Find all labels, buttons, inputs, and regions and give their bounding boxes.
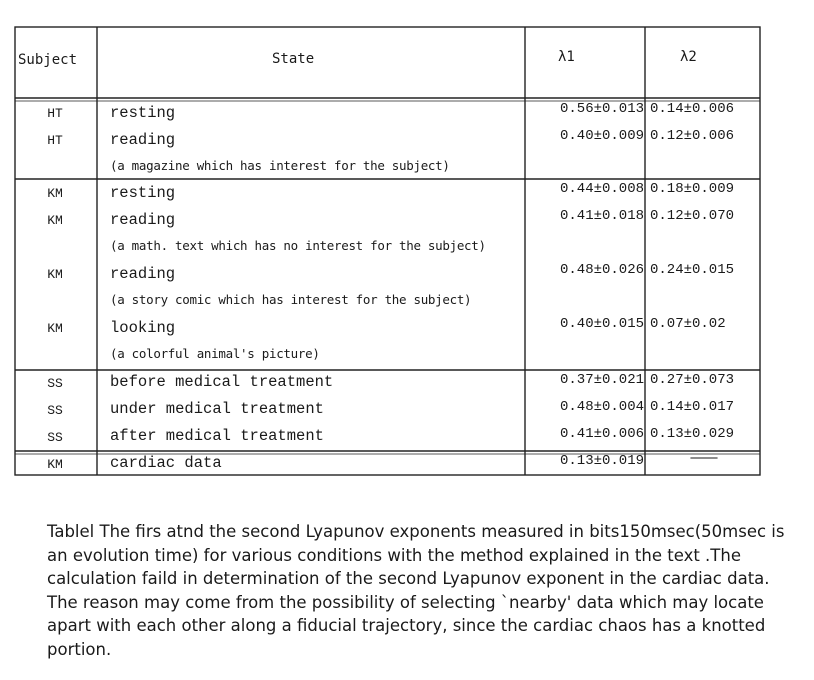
row-2-note: (a magazine which has interest for the subject) (110, 158, 450, 173)
lyapunov-table (14, 26, 761, 476)
header-state: State (272, 51, 315, 67)
row-6-state: looking (110, 319, 176, 337)
row-9-lambda2: 0.13±0.029 (650, 426, 735, 442)
row-2-subject: HT (47, 133, 63, 148)
row-1-lambda1: 0.56±0.013 (559, 101, 644, 117)
row-6-note: (a colorful animal's picture) (110, 346, 320, 361)
row-8-state: under medical treatment (110, 400, 324, 418)
row-7-lambda2: 0.27±0.073 (650, 372, 735, 388)
row-2-lambda2: 0.12±0.006 (650, 128, 735, 144)
row-9-state: after medical treatment (110, 427, 324, 445)
row-3-lambda1: 0.44±0.008 (559, 181, 644, 197)
table-caption: Tablel The firs atnd the second Lyapunov exponents measured in bits150msec(50msec is an evolution time) for various conditions with the method explained in the text .The calculation faild in determination of the second Lyapunov exponent in the cardiac data. The reason may come from the possibility of selecting `nearby' data which may locate apart with each other along a fiducial trajectory, since the cardiac chaos has a knotted portion. (47, 522, 785, 659)
row-2-state: reading (110, 131, 176, 149)
row-6-lambda1: 0.40±0.015 (559, 316, 644, 332)
row-9-subject: SS (47, 430, 63, 445)
row-4-lambda2: 0.12±0.070 (650, 208, 735, 224)
header-lambda1: λ1 (558, 49, 575, 65)
row-4-lambda1: 0.41±0.018 (559, 208, 644, 224)
row-10-state: cardiac data (110, 454, 222, 472)
row-10-subject: KM (47, 457, 63, 472)
row-4-note: (a math. text which has no interest for the subject) (110, 238, 486, 253)
row-5-state: reading (110, 265, 176, 283)
row-7-lambda1: 0.37±0.021 (559, 372, 644, 388)
row-7-state: before medical treatment (110, 373, 334, 391)
row-7-subject: SS (47, 376, 63, 391)
row-3-lambda2: 0.18±0.009 (650, 181, 735, 197)
row-2-lambda1: 0.40±0.009 (559, 128, 644, 144)
row-10-lambda2-dash: ——— (690, 450, 718, 467)
row-8-lambda1: 0.48±0.004 (559, 399, 644, 415)
header-lambda2: λ2 (680, 49, 697, 65)
row-5-note: (a story comic which has interest for the subject) (110, 292, 472, 307)
row-10-lambda1: 0.13±0.019 (559, 453, 644, 469)
row-1-subject: HT (47, 106, 63, 121)
row-6-subject: KM (47, 321, 63, 336)
row-1-lambda2: 0.14±0.006 (650, 101, 735, 117)
row-5-lambda2: 0.24±0.015 (650, 262, 735, 278)
row-3-state: resting (110, 184, 176, 202)
row-4-state: reading (110, 211, 176, 229)
row-3-subject: KM (47, 186, 63, 201)
row-4-subject: KM (47, 213, 63, 228)
row-8-subject: SS (47, 403, 63, 418)
row-5-subject: KM (47, 267, 63, 282)
header-subject: Subject (18, 52, 78, 68)
row-8-lambda2: 0.14±0.017 (650, 399, 735, 415)
row-6-lambda2: 0.07±0.02 (650, 316, 726, 332)
row-9-lambda1: 0.41±0.006 (559, 426, 644, 442)
row-1-state: resting (110, 104, 176, 122)
row-5-lambda1: 0.48±0.026 (559, 262, 644, 278)
